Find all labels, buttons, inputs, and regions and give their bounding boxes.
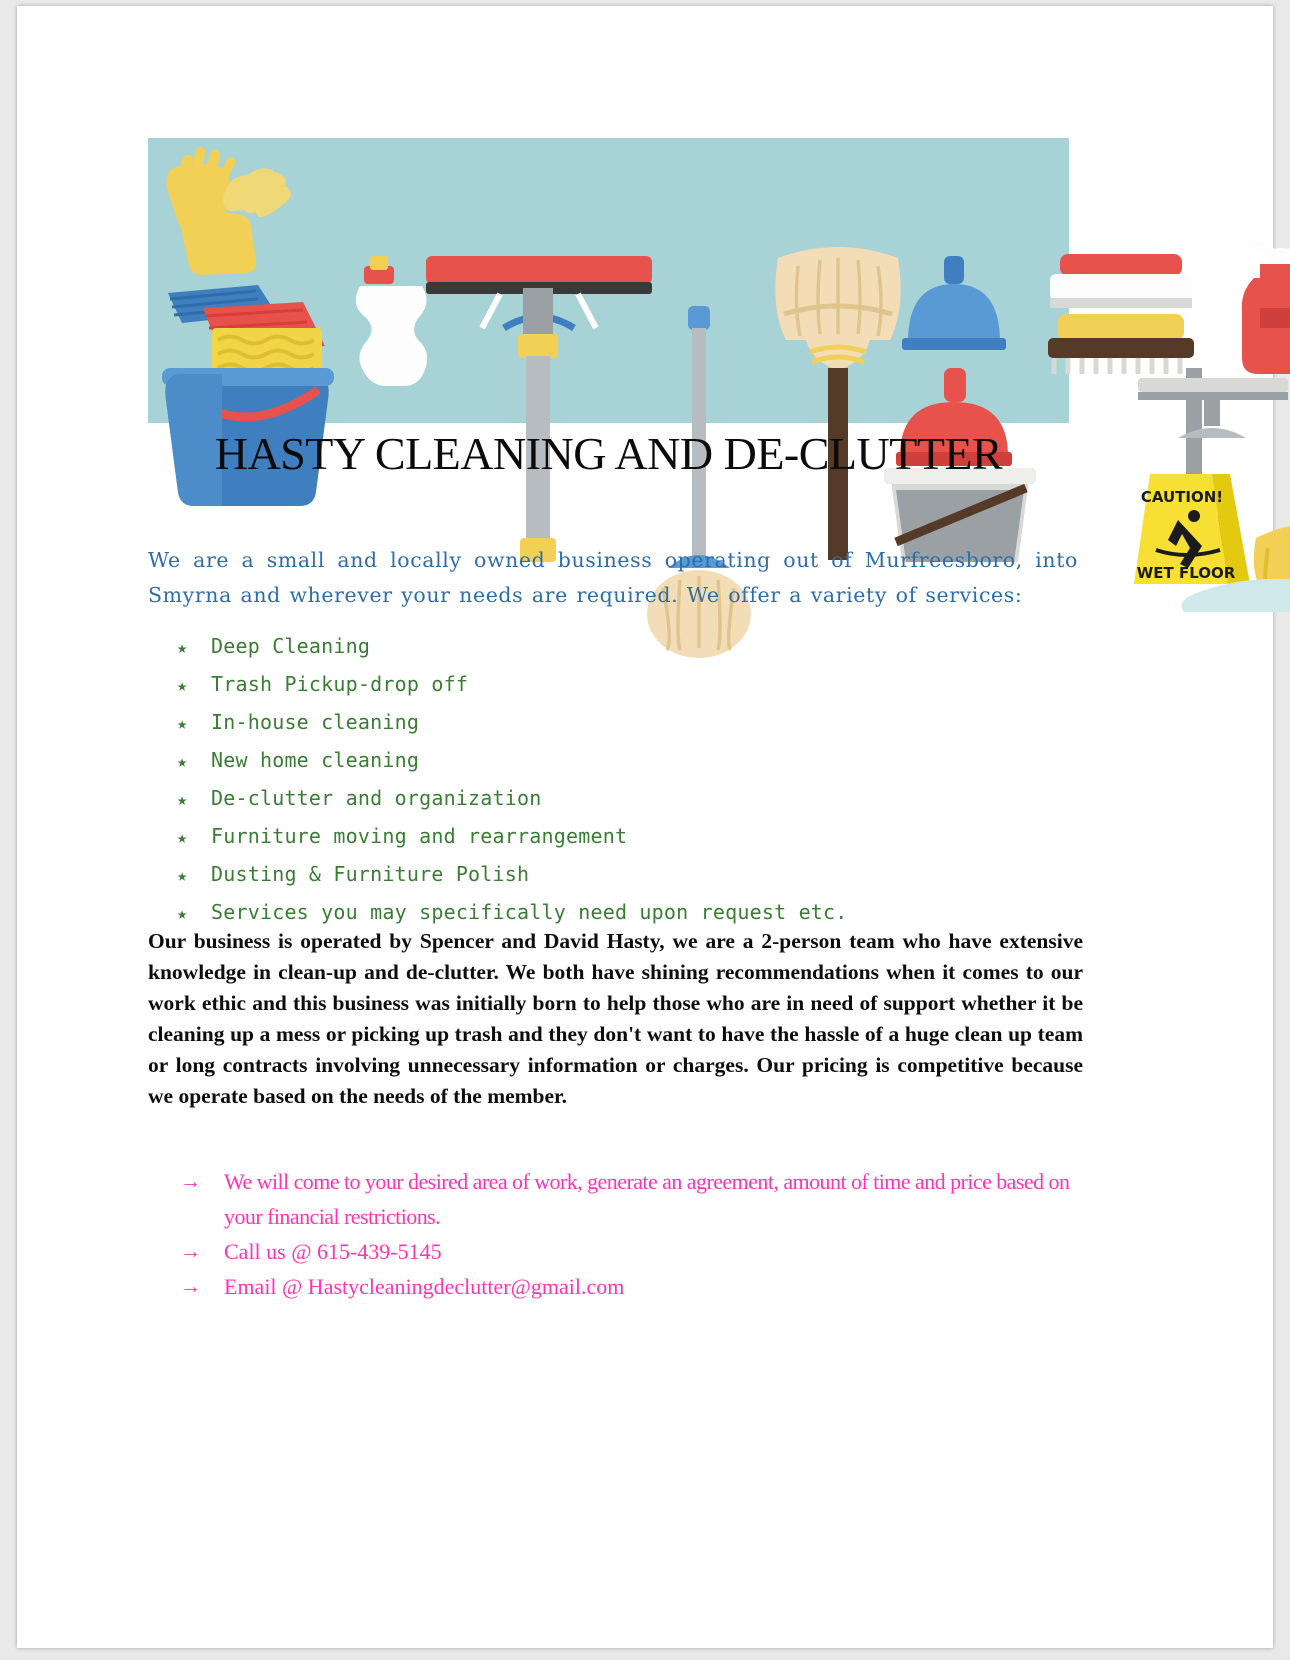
document-sheet — [17, 6, 1273, 1648]
list-item — [180, 1234, 1100, 1269]
list-item — [177, 856, 1037, 894]
star-icon: ★ — [177, 790, 188, 810]
star-icon: ★ — [177, 904, 188, 924]
list-item — [177, 780, 1037, 818]
star-icon: ★ — [177, 714, 188, 734]
arrow-right-icon: → — [180, 1239, 201, 1263]
star-icon: ★ — [177, 828, 188, 848]
list-item — [180, 1269, 1100, 1304]
contact-phone[interactable]: Call us @ 615-439-5145 — [224, 1239, 442, 1264]
list-item — [177, 742, 1037, 780]
scrub-brush-icon — [1048, 254, 1194, 374]
page-title: HASTY CLEANING AND DE-CLUTTER — [214, 428, 1003, 479]
service-label: Dusting & Furniture Polish — [211, 862, 530, 886]
star-icon: ★ — [177, 638, 188, 658]
star-icon: ★ — [177, 866, 188, 886]
list-item — [177, 818, 1037, 856]
star-icon: ★ — [177, 752, 188, 772]
list-item — [177, 704, 1037, 742]
wet-floor-sign-icon — [1134, 474, 1250, 584]
service-label: De-clutter and organization — [211, 786, 542, 810]
service-label: Services you may specifically need upon request etc. — [211, 900, 848, 924]
service-label: Deep Cleaning — [211, 634, 371, 658]
svg-text:CAUTION!: CAUTION! — [1140, 488, 1224, 506]
svg-text:WET FLOOR: WET FLOOR — [1136, 564, 1236, 582]
service-label: Trash Pickup-drop off — [211, 672, 469, 696]
service-label: In-house cleaning — [211, 710, 420, 734]
arrow-right-icon: → — [180, 1169, 201, 1193]
service-label: New home cleaning — [211, 748, 420, 772]
star-icon: ★ — [177, 676, 188, 696]
list-item — [180, 1164, 1100, 1234]
intro-paragraph: We are a small and locally owned business operating out of Murfreesboro, into Smyrna and wherever your needs are required. We offer a variety of services: — [148, 548, 1078, 607]
list-item — [177, 666, 1037, 704]
service-label: Furniture moving and rearrangement — [211, 824, 628, 848]
list-item — [177, 628, 1037, 666]
about-paragraph: Our business is operated by Spencer and David Hasty, we are a 2-person team who have extensive knowledge in clean-up and de-clutter. We both have shining recommendations when it comes to our work ethic and this business was initially born to help those who are in need of support whether it be cleaning up a mess or picking up trash and they don't want to have the hassle of a huge clean up team or long contracts involving unnecessary information or charges. Our pricing is competitive because we operate based on the needs of the member. — [148, 929, 1083, 1108]
contact-note: We will come to your desired area of work, generate an agreement, amount of time and price based on your financial restrictions. — [224, 1169, 1070, 1229]
services-list — [177, 628, 1037, 932]
window-squeegee-icon — [1138, 378, 1288, 438]
arrow-right-icon: → — [180, 1274, 201, 1298]
contact-email[interactable]: Email @ Hastycleaningdeclutter@gmail.com — [224, 1274, 625, 1299]
contact-list — [180, 1164, 1100, 1304]
spray-bottle-icon — [1242, 238, 1290, 374]
